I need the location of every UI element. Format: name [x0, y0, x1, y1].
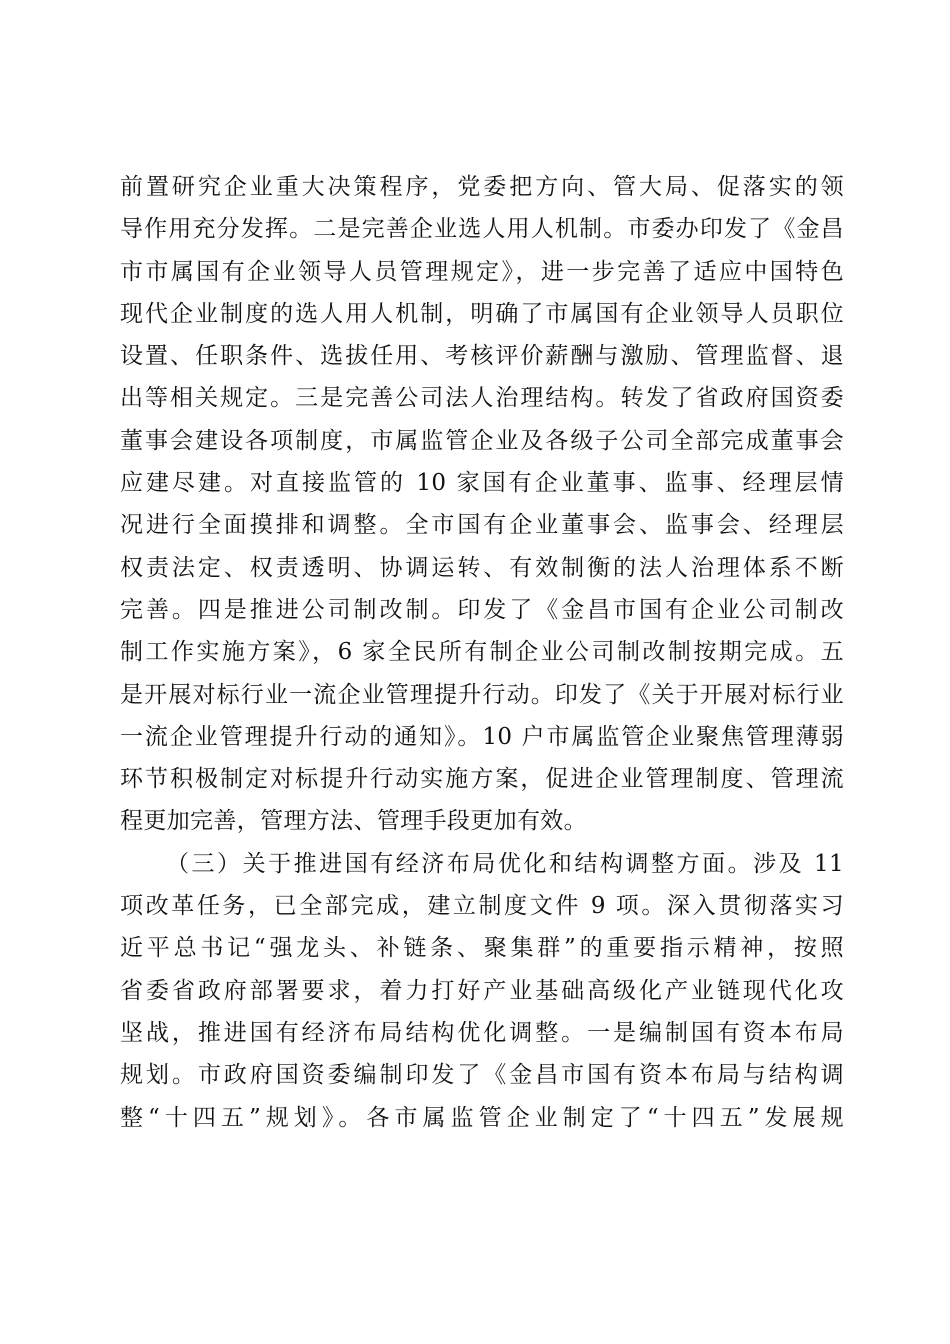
text-line: 制工作实施方案》，6 家全民所有制企业公司制改制按期完成。五 — [120, 639, 844, 666]
section-heading-line: （三）关于推进国有经济布局优化和结构调整方面。涉及 11 — [166, 850, 844, 877]
text-line: 现代企业制度的选人用人机制，明确了市属国有企业领导人员职位 — [120, 300, 844, 327]
text-line: 市市属国有企业领导人员管理规定》，进一步完善了适应中国特色 — [120, 258, 844, 285]
text-line: 是开展对标行业一流企业管理提升行动。印发了《关于开展对标行业 — [120, 681, 844, 708]
paragraph-end-line: 程更加完善，管理方法、管理手段更加有效。 — [120, 808, 587, 835]
text-line: 况进行全面摸排和调整。全市国有企业董事会、监事会、经理层 — [120, 512, 844, 539]
text-line: 项改革任务，已全部完成，建立制度文件 9 项。深入贯彻落实习 — [120, 893, 844, 920]
text-line: 权责法定、权责透明、协调运转、有效制衡的法人治理体系不断 — [120, 554, 844, 581]
text-line: 规划。市政府国资委编制印发了《金昌市国有资本布局与结构调 — [120, 1062, 844, 1089]
body-text — [120, 166, 844, 1139]
text-line: 近平总书记“强龙头、补链条、聚集群”的重要指示精神，按照 — [120, 935, 844, 962]
text-line: 出等相关规定。三是完善公司法人治理结构。转发了省政府国资委 — [120, 385, 844, 412]
text-line: 完善。四是推进公司制改制。印发了《金昌市国有企业公司制改 — [120, 596, 844, 623]
text-line: 设置、任职条件、选拔任用、考核评价薪酬与激励、管理监督、退 — [120, 343, 844, 370]
text-line: 环节积极制定对标提升行动实施方案，促进企业管理制度、管理流 — [120, 766, 844, 793]
text-line: 导作用充分发挥。二是完善企业选人用人机制。市委办印发了《金昌 — [120, 216, 844, 243]
text-line: 坚战，推进国有经济布局结构优化调整。一是编制国有资本布局 — [120, 1019, 844, 1046]
text-line: 前置研究企业重大决策程序，党委把方向、管大局、促落实的领 — [120, 174, 844, 200]
text-line: 应建尽建。对直接监管的 10 家国有企业董事、监事、经理层情 — [120, 470, 844, 497]
text-line: 董事会建设各项制度，市属监管企业及各级子公司全部完成董事会 — [120, 427, 844, 454]
text-line: 整“十四五”规划》。各市属监管企业制定了“十四五”发展规 — [120, 1104, 844, 1131]
text-line: 省委省政府部署要求，着力打好产业基础高级化产业链现代化攻 — [120, 977, 844, 1004]
text-line: 一流企业管理提升行动的通知》。10 户市属监管企业聚焦管理薄弱 — [120, 723, 844, 750]
